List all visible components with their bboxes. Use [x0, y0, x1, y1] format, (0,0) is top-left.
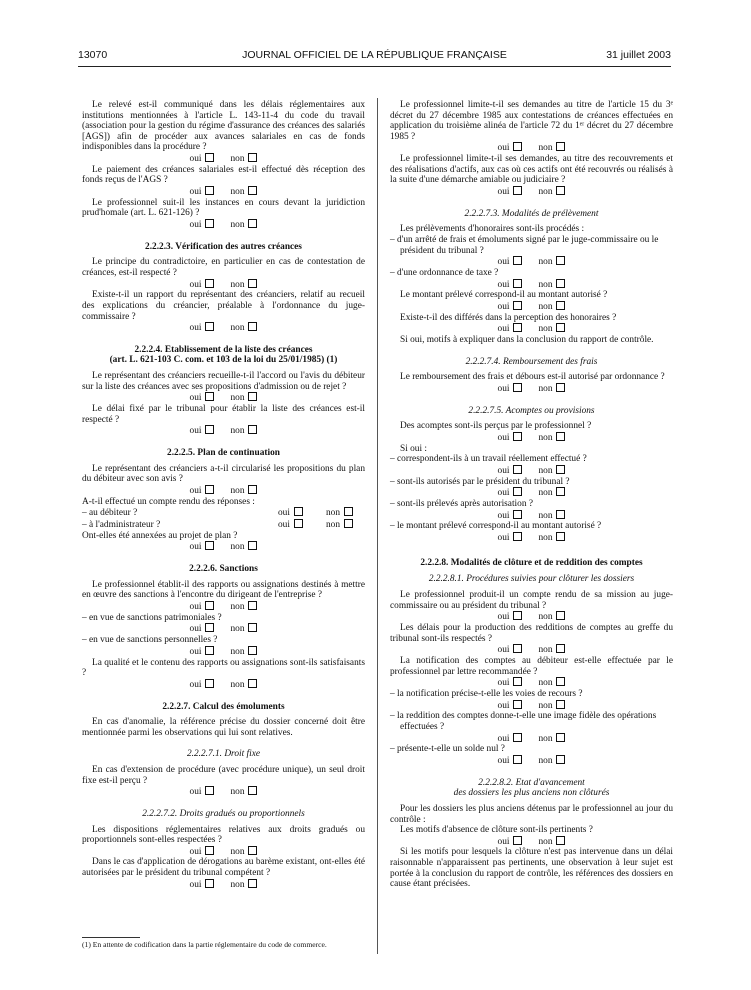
issue-date: 31 juillet 2003	[606, 49, 671, 61]
yes-no-choice: oui non	[82, 623, 365, 635]
checkbox-oui[interactable]	[205, 153, 214, 162]
yes-no-choice: oui non	[390, 611, 673, 623]
yes-no-choice: oui non	[82, 392, 365, 404]
question: Existe-t-il un rapport du représentant des créanciers, relatif au recueil des explications du créancier, préalable à l'ordonnance du juge-commissaire ?	[82, 290, 365, 322]
checkbox-non[interactable]	[248, 485, 257, 494]
question: La qualité et le contenu des rapports ou assignations sont-ils satisfaisants ?	[82, 657, 365, 679]
checkbox-non[interactable]	[248, 846, 257, 855]
checkbox-non[interactable]	[248, 219, 257, 228]
question: A-t-il effectué un compte rendu des réponses :	[82, 496, 255, 507]
yes-no-choice: oui non	[390, 186, 673, 198]
checkbox-non[interactable]	[556, 644, 565, 653]
sub-question: – sont-ils autorisés par le président du tribunal ?	[390, 476, 570, 487]
checkbox-non[interactable]	[556, 733, 565, 742]
yes-no-choice: oui non	[82, 601, 365, 613]
checkbox-non[interactable]	[556, 301, 565, 310]
sub-question: – sont-ils prélevés après autorisation ?	[390, 499, 533, 510]
yes-no-choice: oui non	[390, 465, 673, 477]
question: Existe-t-il des différés dans la perception des honoraires ?	[400, 312, 617, 323]
checkbox-oui[interactable]	[513, 186, 522, 195]
yes-no-choice: oui non	[82, 879, 365, 891]
sub-question: – présente-t-elle un solde nul ?	[390, 744, 505, 755]
checkbox-non[interactable]	[556, 611, 565, 620]
page-header	[78, 49, 671, 65]
section-heading-subtitle: des dossiers les plus anciens non clôturés	[453, 788, 610, 799]
sub-question: – en vue de sanctions personnelles ?	[82, 635, 218, 646]
section-heading: 2.2.2.6. Sanctions	[189, 564, 258, 575]
checkbox-oui[interactable]	[205, 846, 214, 855]
checkbox-non[interactable]	[556, 383, 565, 392]
checkbox-oui[interactable]	[513, 532, 522, 541]
checkbox-oui[interactable]	[513, 644, 522, 653]
yes-no-choice: oui non	[82, 679, 365, 691]
question: Les dispositions réglementaires relatives aux droits gradués ou proportionnels sont-elles respectées ?	[82, 824, 365, 846]
checkbox-oui[interactable]	[205, 186, 214, 195]
checkbox-non[interactable]	[556, 755, 565, 764]
checkbox-oui[interactable]	[513, 383, 522, 392]
sub-question-row: – au débiteur ? oui non	[82, 507, 365, 519]
yes-no-choice: oui non	[82, 846, 365, 858]
section-heading: 2.2.2.4. Etablissement de la liste des créances	[134, 344, 313, 355]
checkbox-non[interactable]	[248, 623, 257, 632]
checkbox-oui[interactable]	[513, 323, 522, 332]
checkbox-oui[interactable]	[205, 392, 214, 401]
checkbox-non[interactable]	[248, 279, 257, 288]
checkbox-oui[interactable]	[513, 487, 522, 496]
sub-question-row: – à l'administrateur ? oui non	[82, 519, 365, 531]
checkbox-non[interactable]	[248, 646, 257, 655]
yes-no-choice: oui non	[390, 677, 673, 689]
question: Le paiement des créances salariales est-il effectué dès réception des fonds reçus de l'AGS ?	[82, 164, 365, 186]
checkbox-non[interactable]	[556, 700, 565, 709]
checkbox-non[interactable]	[248, 392, 257, 401]
section-heading: 2.2.2.7.4. Remboursement des frais	[465, 356, 598, 367]
sub-question: Les motifs d'absence de clôture sont-ils pertinents ?	[400, 825, 593, 836]
checkbox-non[interactable]	[344, 519, 353, 528]
checkbox-oui[interactable]	[513, 755, 522, 764]
checkbox-oui[interactable]	[205, 623, 214, 632]
yes-no-choice: oui non	[390, 142, 673, 154]
yes-no-choice: oui non	[390, 700, 673, 712]
yes-no-choice: oui non	[82, 786, 365, 798]
checkbox-non[interactable]	[248, 153, 257, 162]
paragraph: Si oui, motifs à expliquer dans la conclusion du rapport de contrôle.	[400, 335, 654, 346]
checkbox-non[interactable]	[556, 465, 565, 474]
checkbox-oui[interactable]	[205, 786, 214, 795]
question: Des acomptes sont-ils perçus par le professionnel ?	[400, 421, 592, 432]
yes-no-choice: oui non	[82, 153, 365, 165]
checkbox-non[interactable]	[248, 879, 257, 888]
yes-no-choice: oui non	[82, 425, 365, 437]
yes-no-choice: oui non	[82, 279, 365, 291]
question: Le représentant des créanciers recueille-t-il l'accord ou l'avis du débiteur sur la liste des créances avec ses propositions d'admission ou de rejet ?	[82, 371, 365, 392]
paragraph: En cas d'anomalie, la référence précise du dossier concerné doit être mentionnée parmi les observations qui lui sont relatives.	[82, 717, 365, 738]
yes-no-choice: oui non	[390, 644, 673, 656]
section-heading: 2.2.2.7.3. Modalités de prélèvement	[464, 208, 599, 219]
yes-no-choice: oui non	[390, 836, 673, 848]
footnote-rule	[82, 937, 140, 938]
checkbox-non[interactable]	[556, 432, 565, 441]
checkbox-oui[interactable]	[513, 301, 522, 310]
yes-no-choice: oui non	[390, 532, 673, 544]
yes-no-choice: oui non	[82, 646, 365, 658]
checkbox-non[interactable]	[556, 836, 565, 845]
question: Le professionnel limite-t-il ses demandes, au titre des recouvrements et des réalisations d'actifs, aux cas où ces actifs ont été recouvrés ou réalisés à la suite d'une démarche amiable ou judiciaire ?	[390, 154, 673, 186]
section-heading: 2.2.2.7. Calcul des émoluments	[162, 701, 285, 712]
checkbox-non[interactable]	[248, 786, 257, 795]
sub-question: – la notification précise-t-elle les voies de recours ?	[390, 688, 583, 699]
section-heading: 2.2.2.7.1. Droit fixe	[186, 749, 261, 760]
checkbox-oui[interactable]	[513, 279, 522, 288]
paragraph: Si les motifs pour lesquels la clôture n'est pas intervenue dans un délai raisonnable n'apparaissent pas pertinents, une observation à leur sujet est portée à la conclusion du rapport de contrôle, les références des dossiers en cause étant précisées.	[390, 847, 673, 890]
checkbox-non[interactable]	[248, 425, 257, 434]
checkbox-non[interactable]	[248, 541, 257, 550]
yes-no-choice: oui non	[82, 219, 365, 231]
checkbox-non[interactable]	[344, 507, 353, 516]
checkbox-oui[interactable]	[513, 510, 522, 519]
sub-question: – d'une ordonnance de taxe ?	[390, 267, 499, 278]
section-heading: 2.2.2.8.2. Etat d'avancement	[478, 777, 585, 788]
question: Le principe du contradictoire, en particulier en cas de contestation de créances, est-il respecté ?	[82, 257, 365, 278]
page-number: 13070	[78, 49, 108, 61]
checkbox-oui[interactable]	[205, 485, 214, 494]
checkbox-oui[interactable]	[513, 465, 522, 474]
checkbox-non[interactable]	[556, 186, 565, 195]
yes-no-choice: oui non	[82, 541, 365, 553]
checkbox-oui[interactable]	[294, 519, 303, 528]
checkbox-oui[interactable]	[205, 879, 214, 888]
question: Le délai fixé par le tribunal pour établir la liste des créances est-il respecté ?	[82, 404, 365, 425]
sub-question: – en vue de sanctions patrimoniales ?	[82, 612, 222, 623]
checkbox-oui[interactable]	[205, 679, 214, 688]
checkbox-oui[interactable]	[513, 611, 522, 620]
yes-no-choice: oui non	[390, 323, 673, 335]
question: Le professionnel suit-il les instances en cours devant la juridiction prud'homale (art. L. 621-126) ?	[82, 197, 365, 219]
sub-question: – la reddition des comptes donne-t-elle une image fidèle des opérations effectuées ?	[390, 711, 657, 732]
yes-no-choice: oui non	[390, 487, 673, 499]
checkbox-non[interactable]	[248, 601, 257, 610]
checkbox-oui[interactable]	[205, 425, 214, 434]
column-divider	[377, 98, 378, 954]
question: Le représentant des créanciers a-t-il circularisé les propositions du plan du débiteur avec son avis ?	[82, 463, 365, 485]
footnote: (1) En attente de codification dans la partie réglementaire du code de commerce.	[82, 940, 327, 949]
checkbox-non[interactable]	[556, 256, 565, 265]
question: Le remboursement des frais et débours est-il autorisé par ordonnance ?	[400, 372, 665, 383]
right-column	[390, 100, 673, 890]
journal-title: JOURNAL OFFICIEL DE LA RÉPUBLIQUE FRANÇAISE	[242, 49, 507, 61]
yes-no-choice: oui non	[82, 485, 365, 497]
question: Pour les dossiers les plus anciens détenus par le professionnel au jour du contrôle :	[390, 803, 673, 825]
question: Les prélèvements d'honoraires sont-ils procédés :	[400, 224, 585, 235]
checkbox-non[interactable]	[556, 532, 565, 541]
question: Dans le cas d'application de dérogations au barème existant, ont-elles été autorisées par le président du tribunal compétent ?	[82, 857, 365, 879]
question: Le professionnel produit-il un compte rendu de sa mission au juge-commissaire ou au président du tribunal ?	[390, 590, 673, 611]
section-heading: 2.2.2.7.2. Droits gradués ou proportionnels	[142, 808, 305, 819]
left-column	[82, 100, 365, 890]
checkbox-non[interactable]	[556, 677, 565, 686]
question: Le montant prélevé correspond-il au montant autorisé ?	[400, 290, 608, 301]
checkbox-non[interactable]	[248, 186, 257, 195]
header-rule	[78, 66, 671, 67]
checkbox-non[interactable]	[556, 279, 565, 288]
checkbox-oui[interactable]	[205, 219, 214, 228]
checkbox-oui[interactable]	[205, 646, 214, 655]
question: Si oui :	[400, 443, 428, 454]
yes-no-choice: oui non	[82, 186, 365, 198]
section-heading: 2.2.2.8. Modalités de clôture et de reddition des comptes	[420, 557, 643, 568]
yes-no-choice: oui non	[390, 510, 673, 522]
question: En cas d'extension de procédure (avec procédure unique), un seul droit fixe est-il perçu ?	[82, 764, 365, 786]
checkbox-non[interactable]	[248, 679, 257, 688]
checkbox-oui[interactable]	[513, 256, 522, 265]
checkbox-oui[interactable]	[205, 541, 214, 550]
sub-question: – le montant prélevé correspond-il au montant autorisé ?	[390, 521, 602, 532]
question: Ont-elles été annexées au projet de plan ?	[82, 530, 238, 541]
section-heading: 2.2.2.3. Vérification des autres créances	[145, 241, 302, 252]
yes-no-choice: oui non	[390, 733, 673, 745]
sub-question: – correspondent-ils à un travail réellement effectué ?	[390, 454, 587, 465]
checkbox-oui[interactable]	[294, 507, 303, 516]
checkbox-non[interactable]	[556, 142, 565, 151]
yes-no-choice: oui non	[390, 256, 673, 268]
checkbox-oui[interactable]	[205, 601, 214, 610]
yes-no-choice: oui non	[390, 301, 673, 313]
checkbox-oui[interactable]	[513, 733, 522, 742]
question: Le professionnel limite-t-il ses demandes au titre de l'article 15 du 3ᵉ décret du 27 décembre 1985 aux contestations de créances effectuées en application du troisième alinéa de l'article 72 du 1ᵉʳ décret du 27 décembre 1985 ?	[390, 100, 673, 142]
yes-no-choice: oui non	[82, 322, 365, 334]
section-heading: 2.2.2.5. Plan de continuation	[167, 448, 280, 459]
checkbox-oui[interactable]	[513, 700, 522, 709]
checkbox-non[interactable]	[248, 322, 257, 331]
yes-no-choice: oui non	[390, 432, 673, 444]
checkbox-non[interactable]	[556, 323, 565, 332]
yes-no-choice: oui non	[390, 383, 673, 395]
question: Le professionnel établit-il des rapports ou assignations destinés à mettre en œuvre des sanctions à l'encontre du dirigeant de l'entreprise ?	[82, 579, 365, 601]
checkbox-oui[interactable]	[513, 836, 522, 845]
question: Les délais pour la production des redditions de comptes au greffe du tribunal sont-ils respectés ?	[390, 622, 673, 644]
checkbox-oui[interactable]	[205, 279, 214, 288]
section-heading: 2.2.2.7.5. Acomptes ou provisions	[468, 405, 595, 416]
yes-no-choice: oui non	[390, 279, 673, 291]
checkbox-oui[interactable]	[513, 142, 522, 151]
checkbox-non[interactable]	[556, 487, 565, 496]
section-heading-subtitle: (art. L. 621-103 C. com. et 103 de la loi du 25/01/1985) (1)	[109, 355, 338, 366]
sub-question: – d'un arrêté de frais et émoluments signé par le juge-commissaire ou le président du tribunal ?	[390, 234, 659, 256]
section-heading: 2.2.2.8.1. Procédures suivies pour clôturer les dossiers	[428, 574, 635, 585]
checkbox-oui[interactable]	[513, 432, 522, 441]
checkbox-non[interactable]	[556, 510, 565, 519]
question: Le relevé est-il communiqué dans les délais réglementaires aux institutions mentionnées à l'article L. 143-11-4 du code du travail (association pour la gestion du régime d'assurance des créances des salariés [AGS]) afin de procéder aux avances salariales en cas de fonds indisponibles dans la procédure ?	[82, 100, 365, 153]
checkbox-oui[interactable]	[513, 677, 522, 686]
yes-no-choice: oui non	[390, 755, 673, 767]
checkbox-oui[interactable]	[205, 322, 214, 331]
question: La notification des comptes au débiteur est-elle effectuée par le professionnel par lettre recommandée ?	[390, 655, 673, 677]
